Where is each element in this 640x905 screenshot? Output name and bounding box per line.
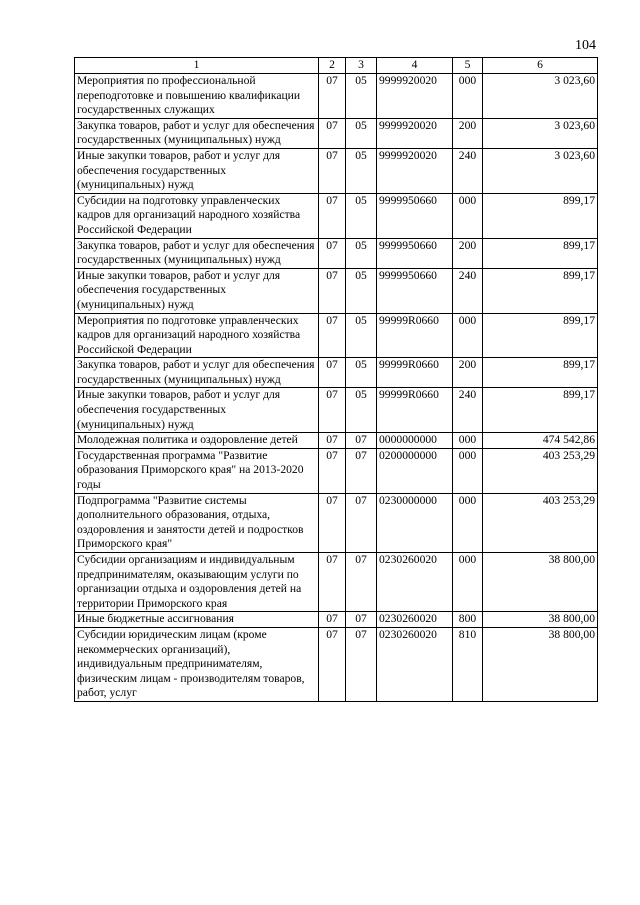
row-name: Иные закупки товаров, работ и услуг для обеспечения государственных (муниципальных) нужд [75, 148, 319, 193]
table-row [75, 74, 598, 119]
row-section: 07 [319, 358, 346, 388]
row-subsection: 07 [346, 627, 377, 701]
row-expense-type: 000 [453, 313, 483, 358]
table-row [75, 388, 598, 433]
row-amount: 899,17 [483, 268, 598, 313]
row-section: 07 [319, 313, 346, 358]
header-col-5: 5 [453, 58, 483, 74]
table-row [75, 612, 598, 628]
row-expense-type: 000 [453, 448, 483, 493]
row-amount: 3 023,60 [483, 74, 598, 119]
row-section: 07 [319, 553, 346, 612]
row-section: 07 [319, 148, 346, 193]
row-subsection: 05 [346, 74, 377, 119]
row-name: Иные закупки товаров, работ и услуг для обеспечения государственных (муниципальных) нужд [75, 388, 319, 433]
row-target-article: 99999R0660 [377, 358, 453, 388]
row-amount: 899,17 [483, 238, 598, 268]
row-subsection: 05 [346, 118, 377, 148]
header-col-3: 3 [346, 58, 377, 74]
row-name: Подпрограмма "Развитие системы дополнительного образования, отдыха, оздоровления и занятости детей и подростков Приморского края" [75, 493, 319, 552]
row-expense-type: 240 [453, 148, 483, 193]
row-subsection: 05 [346, 148, 377, 193]
row-target-article: 9999920020 [377, 118, 453, 148]
row-amount: 899,17 [483, 358, 598, 388]
table-row [75, 553, 598, 612]
row-name: Субсидии организациям и индивидуальным предпринимателям, оказывающим услуги по организации отдыха и оздоровления детей на территории Приморского края [75, 553, 319, 612]
row-name: Молодежная политика и оздоровление детей [75, 433, 319, 449]
row-amount: 38 800,00 [483, 612, 598, 628]
header-col-1: 1 [75, 58, 319, 74]
row-target-article: 0230260020 [377, 553, 453, 612]
row-name: Субсидии на подготовку управленческих кадров для организаций народного хозяйства Российской Федерации [75, 193, 319, 238]
row-section: 07 [319, 612, 346, 628]
row-amount: 899,17 [483, 193, 598, 238]
row-target-article: 0230260020 [377, 612, 453, 628]
row-target-article: 9999920020 [377, 74, 453, 119]
header-row [75, 58, 598, 74]
row-subsection: 07 [346, 433, 377, 449]
row-amount: 899,17 [483, 388, 598, 433]
row-subsection: 05 [346, 193, 377, 238]
row-amount: 474 542,86 [483, 433, 598, 449]
row-subsection: 05 [346, 268, 377, 313]
row-expense-type: 200 [453, 118, 483, 148]
page-number: 104 [575, 38, 596, 53]
row-name: Иные бюджетные ассигнования [75, 612, 319, 628]
row-section: 07 [319, 433, 346, 449]
row-expense-type: 810 [453, 627, 483, 701]
row-expense-type: 000 [453, 74, 483, 119]
table-header [75, 58, 598, 74]
row-target-article: 9999950660 [377, 193, 453, 238]
header-col-6: 6 [483, 58, 598, 74]
row-section: 07 [319, 493, 346, 552]
table-row [75, 358, 598, 388]
row-target-article: 0200000000 [377, 448, 453, 493]
table-row [75, 148, 598, 193]
row-subsection: 07 [346, 448, 377, 493]
table-body [75, 74, 598, 702]
row-expense-type: 240 [453, 388, 483, 433]
row-amount: 38 800,00 [483, 627, 598, 701]
row-target-article: 9999950660 [377, 238, 453, 268]
row-target-article: 9999950660 [377, 268, 453, 313]
row-name: Закупка товаров, работ и услуг для обеспечения государственных (муниципальных) нужд [75, 358, 319, 388]
row-name: Мероприятия по подготовке управленческих кадров для организаций народного хозяйства Российской Федерации [75, 313, 319, 358]
row-subsection: 05 [346, 358, 377, 388]
row-subsection: 05 [346, 238, 377, 268]
row-section: 07 [319, 193, 346, 238]
row-expense-type: 800 [453, 612, 483, 628]
row-section: 07 [319, 448, 346, 493]
row-section: 07 [319, 388, 346, 433]
row-subsection: 05 [346, 388, 377, 433]
table-row [75, 493, 598, 552]
row-section: 07 [319, 118, 346, 148]
row-amount: 3 023,60 [483, 118, 598, 148]
row-amount: 403 253,29 [483, 448, 598, 493]
row-section: 07 [319, 238, 346, 268]
row-name: Мероприятия по профессиональной переподготовке и повышению квалификации государственных служащих [75, 74, 319, 119]
row-expense-type: 240 [453, 268, 483, 313]
row-subsection: 07 [346, 553, 377, 612]
table-row [75, 433, 598, 449]
row-amount: 899,17 [483, 313, 598, 358]
row-expense-type: 200 [453, 238, 483, 268]
row-target-article: 0000000000 [377, 433, 453, 449]
row-subsection: 07 [346, 612, 377, 628]
row-target-article: 0230000000 [377, 493, 453, 552]
table-row [75, 313, 598, 358]
table-row [75, 268, 598, 313]
row-name: Государственная программа "Развитие образования Приморского края" на 2013-2020 годы [75, 448, 319, 493]
row-section: 07 [319, 74, 346, 119]
row-target-article: 0230260020 [377, 627, 453, 701]
row-expense-type: 000 [453, 553, 483, 612]
header-col-2: 2 [319, 58, 346, 74]
row-section: 07 [319, 268, 346, 313]
table-row [75, 448, 598, 493]
row-section: 07 [319, 627, 346, 701]
row-expense-type: 200 [453, 358, 483, 388]
row-name: Закупка товаров, работ и услуг для обеспечения государственных (муниципальных) нужд [75, 118, 319, 148]
row-expense-type: 000 [453, 493, 483, 552]
table-row [75, 118, 598, 148]
table-row [75, 193, 598, 238]
row-name: Субсидии юридическим лицам (кроме некоммерческих организаций), индивидуальным предпринимателям, физическим лицам - производителям товаров, работ, услуг [75, 627, 319, 701]
row-target-article: 9999920020 [377, 148, 453, 193]
row-name: Иные закупки товаров, работ и услуг для обеспечения государственных (муниципальных) нужд [75, 268, 319, 313]
budget-table [74, 57, 598, 702]
table-row [75, 627, 598, 701]
row-expense-type: 000 [453, 193, 483, 238]
row-amount: 38 800,00 [483, 553, 598, 612]
header-col-4: 4 [377, 58, 453, 74]
row-subsection: 07 [346, 493, 377, 552]
row-amount: 3 023,60 [483, 148, 598, 193]
row-amount: 403 253,29 [483, 493, 598, 552]
table-row [75, 238, 598, 268]
row-expense-type: 000 [453, 433, 483, 449]
row-target-article: 99999R0660 [377, 313, 453, 358]
row-name: Закупка товаров, работ и услуг для обеспечения государственных (муниципальных) нужд [75, 238, 319, 268]
row-target-article: 99999R0660 [377, 388, 453, 433]
row-subsection: 05 [346, 313, 377, 358]
